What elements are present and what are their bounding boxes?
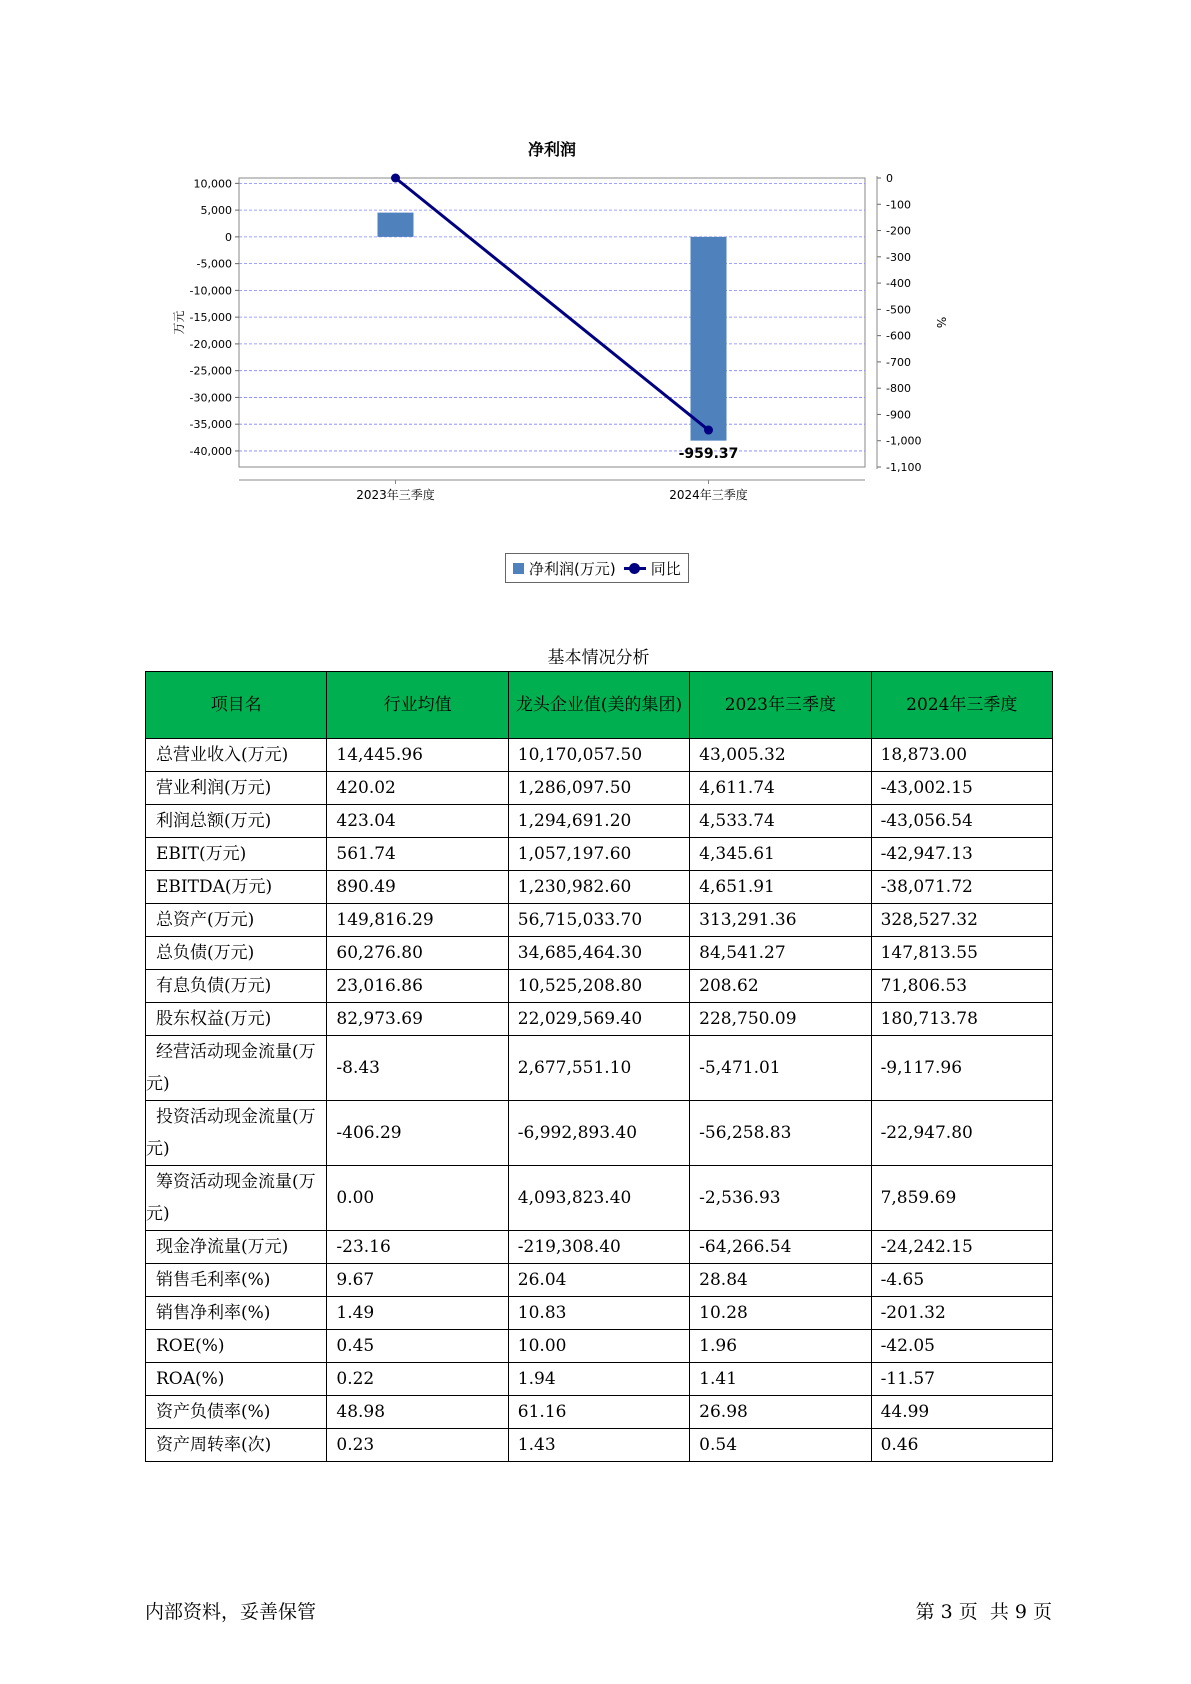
legend-label-yoy: 同比 xyxy=(650,559,681,578)
row-value: -5,471.01 xyxy=(690,1036,871,1101)
row-value: -56,258.83 xyxy=(690,1101,871,1166)
row-label: 销售毛利率(%) xyxy=(146,1264,327,1297)
row-value: 22,029,569.40 xyxy=(508,1003,689,1036)
row-label: ROA(%) xyxy=(146,1363,327,1396)
row-value: 44.99 xyxy=(871,1396,1052,1429)
row-value: -38,071.72 xyxy=(871,871,1052,904)
row-value: 23,016.86 xyxy=(327,970,508,1003)
row-value: 60,276.80 xyxy=(327,937,508,970)
table-row xyxy=(146,1101,1053,1166)
row-value: 10,525,208.80 xyxy=(508,970,689,1003)
table-row xyxy=(146,1166,1053,1231)
row-value: -4.65 xyxy=(871,1264,1052,1297)
chart-legend xyxy=(505,553,689,583)
table-row xyxy=(146,1297,1053,1330)
y2-tick-label: -600 xyxy=(886,329,911,343)
row-value: 26.98 xyxy=(690,1396,871,1429)
row-value: 10.00 xyxy=(508,1330,689,1363)
row-value: 180,713.78 xyxy=(871,1003,1052,1036)
legend-bar-swatch xyxy=(513,563,524,574)
y2-tick-label: -300 xyxy=(886,250,911,264)
y-tick-label: 5,000 xyxy=(200,204,232,218)
header-2024q3: 2024年三季度 xyxy=(871,672,1052,739)
data-label-yoy: -959.37 xyxy=(678,446,739,463)
row-value: 208.62 xyxy=(690,970,871,1003)
row-value: 1,294,691.20 xyxy=(508,805,689,838)
bar-net-profit xyxy=(378,213,414,237)
row-label: 总负债(万元) xyxy=(146,937,327,970)
x-tick-label: 2024年三季度 xyxy=(669,488,748,502)
y-tick-label: -30,000 xyxy=(189,391,232,405)
basic-analysis-table xyxy=(145,671,1053,1462)
row-value: 84,541.27 xyxy=(690,937,871,970)
footer-page-number: 第 3 页 共 9 页 xyxy=(915,1601,1052,1623)
row-value: 26.04 xyxy=(508,1264,689,1297)
y2-tick-label: -700 xyxy=(886,355,911,369)
row-value: 1.94 xyxy=(508,1363,689,1396)
row-label: 资产周转率(次) xyxy=(146,1429,327,1462)
row-value: 423.04 xyxy=(327,805,508,838)
table-row xyxy=(146,772,1053,805)
y2-tick-label: -100 xyxy=(886,198,911,212)
row-label: EBITDA(万元) xyxy=(146,871,327,904)
row-value: 43,005.32 xyxy=(690,739,871,772)
row-value: 71,806.53 xyxy=(871,970,1052,1003)
y-tick-label: -25,000 xyxy=(189,364,232,378)
header-leader-value: 龙头企业值(美的集团) xyxy=(508,672,689,739)
row-label: ROE(%) xyxy=(146,1330,327,1363)
row-label: EBIT(万元) xyxy=(146,838,327,871)
row-value: -6,992,893.40 xyxy=(508,1101,689,1166)
row-value: 28.84 xyxy=(690,1264,871,1297)
row-value: 9.67 xyxy=(327,1264,508,1297)
row-value: 228,750.09 xyxy=(690,1003,871,1036)
table-row xyxy=(146,871,1053,904)
row-label: 现金净流量(万元) xyxy=(146,1231,327,1264)
table-row xyxy=(146,739,1053,772)
row-value: 149,816.29 xyxy=(327,904,508,937)
x-tick-label: 2023年三季度 xyxy=(356,488,435,502)
row-value: 1.96 xyxy=(690,1330,871,1363)
table-row xyxy=(146,904,1053,937)
y-tick-label: 10,000 xyxy=(193,177,232,191)
row-value: 1,286,097.50 xyxy=(508,772,689,805)
row-value: 1.41 xyxy=(690,1363,871,1396)
row-value: 0.45 xyxy=(327,1330,508,1363)
y2-tick-label: -400 xyxy=(886,277,911,291)
row-label: 经营活动现金流量(万元) xyxy=(146,1036,327,1101)
table-row xyxy=(146,838,1053,871)
row-label: 利润总额(万元) xyxy=(146,805,327,838)
legend-item-yoy xyxy=(624,558,681,579)
y-axis-title: 万元 xyxy=(172,310,186,335)
row-value: 1,057,197.60 xyxy=(508,838,689,871)
table-row xyxy=(146,805,1053,838)
plot-area xyxy=(239,178,865,467)
table-row xyxy=(146,1429,1053,1462)
table-row xyxy=(146,1330,1053,1363)
table-row xyxy=(146,1396,1053,1429)
table-row xyxy=(146,1036,1053,1101)
row-value: 328,527.32 xyxy=(871,904,1052,937)
row-value: 0.22 xyxy=(327,1363,508,1396)
y-tick-label: -15,000 xyxy=(189,311,232,325)
header-item-name: 项目名 xyxy=(146,672,327,739)
y2-tick-label: -500 xyxy=(886,303,911,317)
y2-tick-label: -1,100 xyxy=(886,461,922,474)
row-value: -11.57 xyxy=(871,1363,1052,1396)
row-value: 1.49 xyxy=(327,1297,508,1330)
row-value: -406.29 xyxy=(327,1101,508,1166)
net-profit-chart xyxy=(172,130,1040,600)
legend-item-net-profit xyxy=(513,558,616,579)
table-row xyxy=(146,937,1053,970)
row-value: 56,715,033.70 xyxy=(508,904,689,937)
row-value: 10,170,057.50 xyxy=(508,739,689,772)
y-tick-label: 0 xyxy=(225,230,232,244)
row-value: 420.02 xyxy=(327,772,508,805)
y2-tick-label: -800 xyxy=(886,382,911,396)
row-value: 61.16 xyxy=(508,1396,689,1429)
row-value: 147,813.55 xyxy=(871,937,1052,970)
row-value: 313,291.36 xyxy=(690,904,871,937)
row-value: 4,611.74 xyxy=(690,772,871,805)
legend-label-net-profit: 净利润(万元) xyxy=(529,559,616,578)
row-value: 0.00 xyxy=(327,1166,508,1231)
row-value: -42,947.13 xyxy=(871,838,1052,871)
y-tick-label: -5,000 xyxy=(196,257,232,271)
header-industry-avg: 行业均值 xyxy=(327,672,508,739)
row-value: -8.43 xyxy=(327,1036,508,1101)
y-tick-label: -20,000 xyxy=(189,337,232,351)
row-label: 资产负债率(%) xyxy=(146,1396,327,1429)
y-tick-label: -10,000 xyxy=(189,284,232,298)
row-label: 总资产(万元) xyxy=(146,904,327,937)
chart-title: 净利润 xyxy=(527,140,577,159)
row-label: 营业利润(万元) xyxy=(146,772,327,805)
row-value: -42.05 xyxy=(871,1330,1052,1363)
y2-tick-label: -900 xyxy=(886,408,911,422)
row-value: 561.74 xyxy=(327,838,508,871)
table-row xyxy=(146,1363,1053,1396)
y2-tick-label: 0 xyxy=(886,172,893,185)
legend-line-swatch xyxy=(624,567,646,570)
row-value: -2,536.93 xyxy=(690,1166,871,1231)
row-value: -43,056.54 xyxy=(871,805,1052,838)
row-value: 4,093,823.40 xyxy=(508,1166,689,1231)
row-value: -64,266.54 xyxy=(690,1231,871,1264)
row-value: -22,947.80 xyxy=(871,1101,1052,1166)
row-value: 4,345.61 xyxy=(690,838,871,871)
row-value: 34,685,464.30 xyxy=(508,937,689,970)
row-label: 投资活动现金流量(万元) xyxy=(146,1101,327,1166)
table-caption: 基本情况分析 xyxy=(547,648,650,668)
row-value: 18,873.00 xyxy=(871,739,1052,772)
table-row xyxy=(146,970,1053,1003)
row-value: -23.16 xyxy=(327,1231,508,1264)
y2-tick-label: -1,000 xyxy=(886,434,922,448)
row-value: 82,973.69 xyxy=(327,1003,508,1036)
table-header-row xyxy=(146,672,1053,739)
bar-net-profit xyxy=(691,237,727,441)
point-yoy xyxy=(391,174,400,183)
point-yoy xyxy=(704,426,713,435)
row-value: 0.23 xyxy=(327,1429,508,1462)
row-value: 14,445.96 xyxy=(327,739,508,772)
row-value: 1,230,982.60 xyxy=(508,871,689,904)
row-value: 7,859.69 xyxy=(871,1166,1052,1231)
row-value: -219,308.40 xyxy=(508,1231,689,1264)
row-label: 总营业收入(万元) xyxy=(146,739,327,772)
table-row xyxy=(146,1003,1053,1036)
table-row xyxy=(146,1231,1053,1264)
row-value: 1.43 xyxy=(508,1429,689,1462)
row-value: -24,242.15 xyxy=(871,1231,1052,1264)
row-label: 股东权益(万元) xyxy=(146,1003,327,1036)
row-value: 4,651.91 xyxy=(690,871,871,904)
row-value: -43,002.15 xyxy=(871,772,1052,805)
row-value: 890.49 xyxy=(327,871,508,904)
y-tick-label: -35,000 xyxy=(189,418,232,432)
table-row xyxy=(146,1264,1053,1297)
row-value: 10.83 xyxy=(508,1297,689,1330)
row-value: 10.28 xyxy=(690,1297,871,1330)
row-value: 2,677,551.10 xyxy=(508,1036,689,1101)
row-label: 筹资活动现金流量(万元) xyxy=(146,1166,327,1231)
y2-tick-label: -200 xyxy=(886,224,911,238)
row-value: 0.54 xyxy=(690,1429,871,1462)
row-label: 有息负债(万元) xyxy=(146,970,327,1003)
y-tick-label: -40,000 xyxy=(189,444,232,458)
header-2023q3: 2023年三季度 xyxy=(690,672,871,739)
y2-axis-title: % xyxy=(934,316,948,329)
row-value: 4,533.74 xyxy=(690,805,871,838)
row-value: 48.98 xyxy=(327,1396,508,1429)
row-label: 销售净利率(%) xyxy=(146,1297,327,1330)
row-value: -9,117.96 xyxy=(871,1036,1052,1101)
chart-canvas xyxy=(172,130,1040,600)
footer-confidential: 内部资料，妥善保管 xyxy=(145,1601,317,1623)
row-value: -201.32 xyxy=(871,1297,1052,1330)
row-value: 0.46 xyxy=(871,1429,1052,1462)
